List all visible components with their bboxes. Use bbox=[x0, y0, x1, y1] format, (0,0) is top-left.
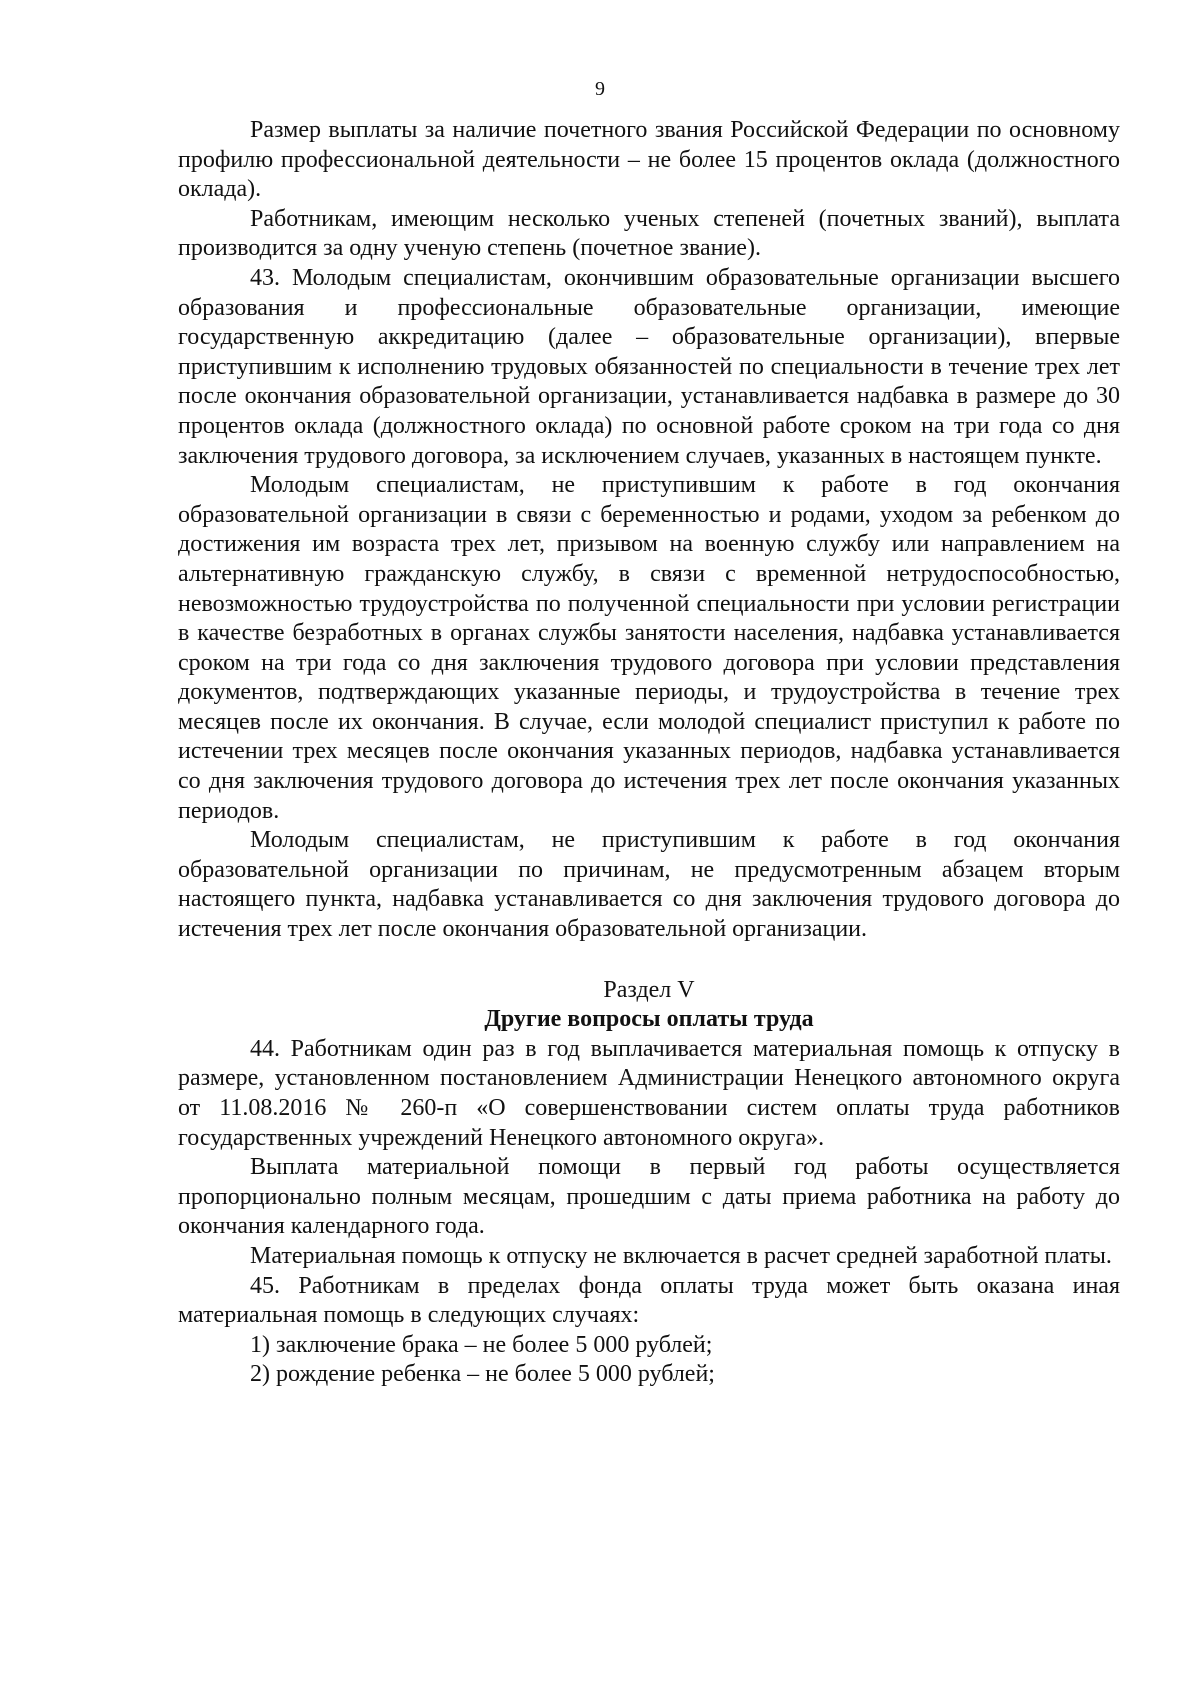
section-number: Раздел V bbox=[603, 976, 695, 1003]
paragraph-first-year-payment: Выплата материальной помощи в первый год работы осуществляется пропорционально полным месяцам, прошедшим с даты приема работника на работу до окончания календарного года. bbox=[178, 1154, 1120, 1240]
section-title: Другие вопросы оплаты труда bbox=[484, 1006, 814, 1033]
section-heading bbox=[178, 976, 1120, 1035]
paragraph-item-43-exceptions: Молодым специалистам, не приступившим к работе в год окончания образовательной организации в связи с беременностью и родами, уходом за ребенком до достижения им возраста трех лет, призывом на военную службу или направлением на альтернативную гражданскую службу, в связи с временной нетрудоспособностью, невозможностью трудоустройства по полученной специальности при условии регистрации в качестве безработных в органах службы занятости населения, надбавка устанавливается сроком на три года со дня заключения трудового договора при условии представления документов, подтверждающих указанные периоды, и трудоустройства в течение трех месяцев после их окончания. В случае, если молодой специалист приступил к работе по истечении трех месяцев после окончания указанных периодов, надбавка устанавливается со дня заключения трудового договора до истечения трех лет после окончания указанных периодов. bbox=[178, 472, 1120, 824]
paragraph-item-43-other-reasons: Молодым специалистам, не приступившим к работе в год окончания образовательной организации по причинам, не предусмотренным абзацем вторым настоящего пункта, надбавка устанавливается со дня заключения трудового договора до истечения трех лет после окончания образовательной организации. bbox=[178, 827, 1120, 943]
document-body bbox=[178, 116, 1120, 1390]
paragraph-average-salary-exclusion: Материальная помощь к отпуску не включается в расчет средней заработной платы. bbox=[250, 1242, 1112, 1269]
paragraph-item-43: 43. Молодым специалистам, окончившим образовательные организации высшего образования и профессиональные образовательные организации, имеющие государственную аккредитацию (далее – образовательные организации), впервые приступившим к исполнению трудовых обязанностей по специальности в течение трех лет после окончания образовательной организации, устанавливается надбавка в размере до 30 процентов оклада (должностного оклада) по основной работе сроком на три года со дня заключения трудового договора, за исключением случаев, указанных в настоящем пункте. bbox=[178, 264, 1120, 469]
page-number: 9 bbox=[595, 78, 605, 100]
paragraph-honorary-title-payment: Размер выплаты за наличие почетного звания Российской Федерации по основному профилю профессиональной деятельности – не более 15 процентов оклада (должностного оклада). bbox=[178, 117, 1120, 203]
list-item-marriage: 1) заключение брака – не более 5 000 рублей; bbox=[250, 1331, 713, 1358]
paragraph-multiple-degrees: Работникам, имеющим несколько ученых степеней (почетных званий), выплата производится за одну ученую степень (почетное звание). bbox=[178, 205, 1120, 262]
paragraph-item-45: 45. Работникам в пределах фонда оплаты труда может быть оказана иная материальная помощь в следующих случаях: bbox=[178, 1272, 1120, 1329]
paragraph-item-44: 44. Работникам один раз в год выплачивается материальная помощь к отпуску в размере, установленном постановлением Администрации Ненецкого автономного округа от 11.08.2016 № 260-п «О совершенствовании систем оплаты труда работников государственных учреждений Ненецкого автономного округа». bbox=[178, 1035, 1120, 1151]
list-item-childbirth: 2) рождение ребенка – не более 5 000 рублей; bbox=[250, 1361, 715, 1388]
